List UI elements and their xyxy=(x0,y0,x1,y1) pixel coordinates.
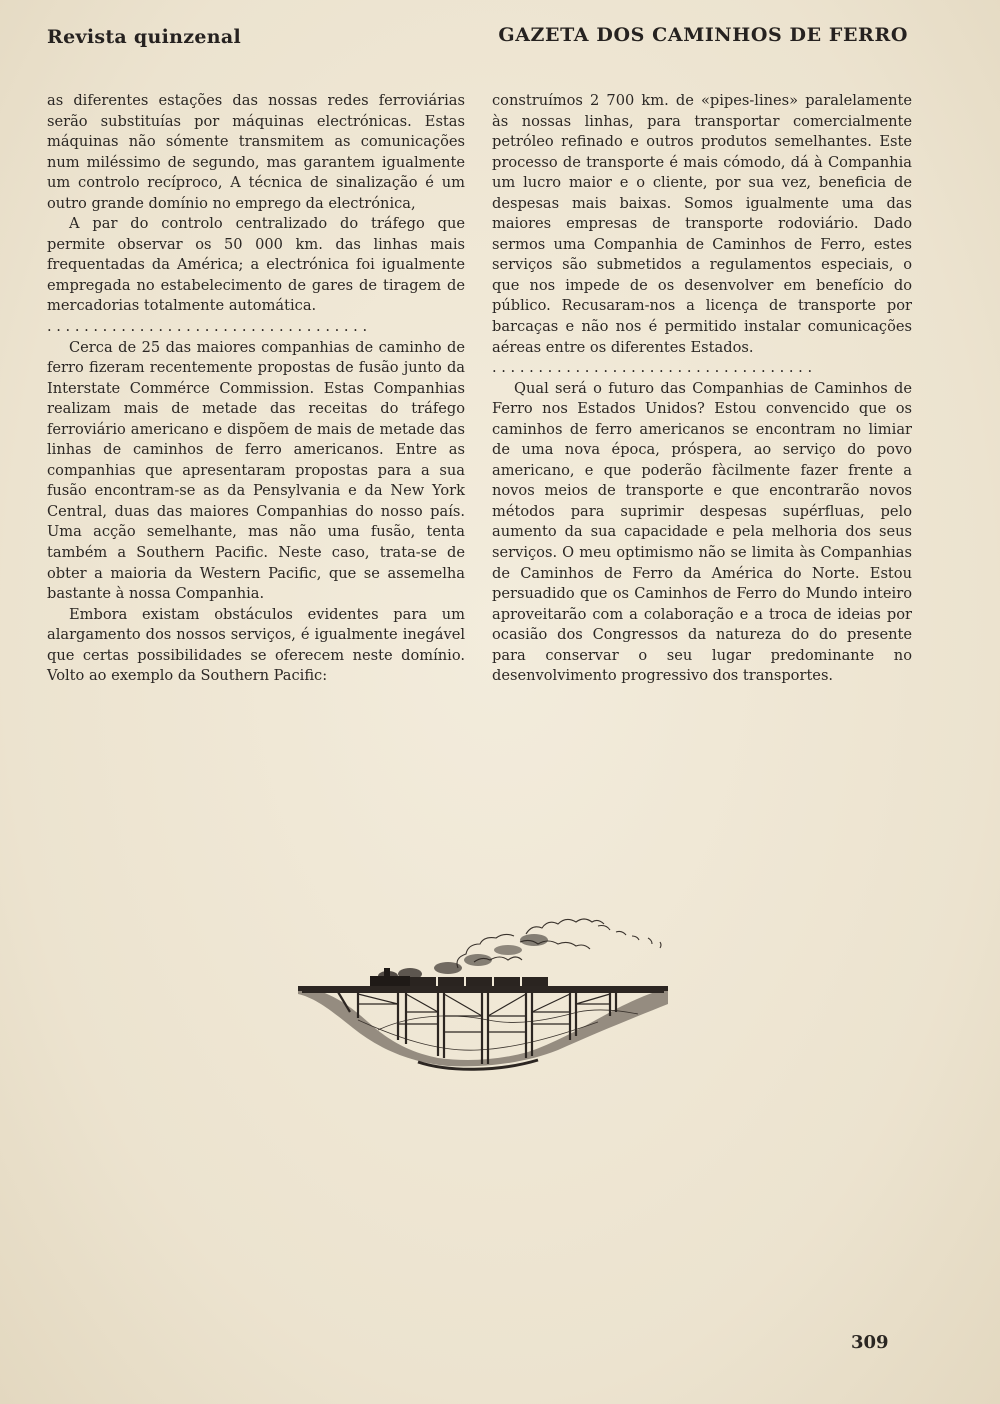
page-number: 309 xyxy=(851,1332,889,1353)
body-paragraph: A par do controlo centralizado do tráfego que permite observar os 50 000 km. das linhas mais frequentadas da América; a electrónica foi igualmente empregada no estabelecimento de gares de tiragem de mercadorias totalmente automática. xyxy=(47,215,465,315)
running-header-title: GAZETA DOS CAMINHOS DE FERRO xyxy=(498,24,908,46)
section-separator: . . . . . . . . . . . . . . . . . . . . . . . . . . . . . . . . . . . xyxy=(47,318,368,336)
article-column-left xyxy=(47,91,465,687)
body-paragraph: construímos 2 700 km. de «pipes-lines» paralelamente às nossas linhas, para transportar comercialmente petróleo refinado e outros produtos semelhantes. Este processo de transporte é mais cómodo, dá à Companhia um lucro maior e o cliente, por sua vez, beneficia de despesas mais baixas. Somos igualmente uma das maiores empresas de transporte rodoviário. Dado sermos uma Companhia de Caminhos de Ferro, estes serviços são submetidos a regulamentos especiais, o que nos impede de os desenvolver em benefício do público. Recusaram-nos a licença de transporte por barcaças e não nos é permitido instalar comunicações aéreas entre os diferentes Estados. xyxy=(492,92,912,356)
train-on-viaduct-icon xyxy=(298,912,668,1072)
article-column-right xyxy=(492,91,912,687)
running-header-left: Revista quinzenal xyxy=(47,26,241,48)
body-paragraph: Qual será o futuro das Companhias de Caminhos de Ferro nos Estados Unidos? Estou convencido que os caminhos de ferro americanos se encontram no limiar de uma nova época, próspera, ao serviço do povo americano, e que poderão fàcilmente fazer frente a novos meios de transporte e que encontrarão novos métodos para suprimir despesas supérfluas, pelo aumento da sua capacidade e pela melhoria dos seus serviços. O meu optimismo não se limita às Companhias de Caminhos de Ferro da América do Norte. Estou persuadido que os Caminhos de Ferro do Mundo inteiro aproveitarão com a colaboração e a troca de ideias por ocasião dos Congressos da natureza do do presente para conservar o seu lugar predominante no desenvolvimento progressivo dos transportes. xyxy=(492,379,912,685)
body-paragraph: Cerca de 25 das maiores companhias de caminho de ferro fizeram recentemente propostas de fusão junto da Interstate Commérce Commission. Estas Companhias realizam mais de metade das receitas do tráfego ferroviário americano e dispõem de mais de metade das linhas de caminhos de ferro americanos. Entre as companhias que apresentaram propostas para a sua fusão encontram-se as da Pensylvania e da New York Central, duas das maiores Companhias do nosso país. Uma acção semelhante, mas não uma fusão, tenta também a Southern Pacific. Neste caso, trata-se de obter a maioria da Western Pacific, que se assemelha bastante à nossa Companhia. xyxy=(47,338,465,603)
body-paragraph: Embora existam obstáculos evidentes para um alargamento dos nossos serviços, é igualmente inegável que certas possibilidades se oferecem neste domínio. Volto ao exemplo da Southern Pacific: xyxy=(47,605,465,685)
body-paragraph: as diferentes estações das nossas redes ferroviárias serão substituías por máquinas electrónicas. Estas máquinas não sómente transmitem as comunicações num miléssimo de segundo, mas garantem igualmente um controlo recíproco, A técnica de sinalização é um outro grande domínio no emprego da electrónica, xyxy=(47,92,465,212)
section-separator: . . . . . . . . . . . . . . . . . . . . . . . . . . . . . . . . . . . xyxy=(492,359,813,377)
